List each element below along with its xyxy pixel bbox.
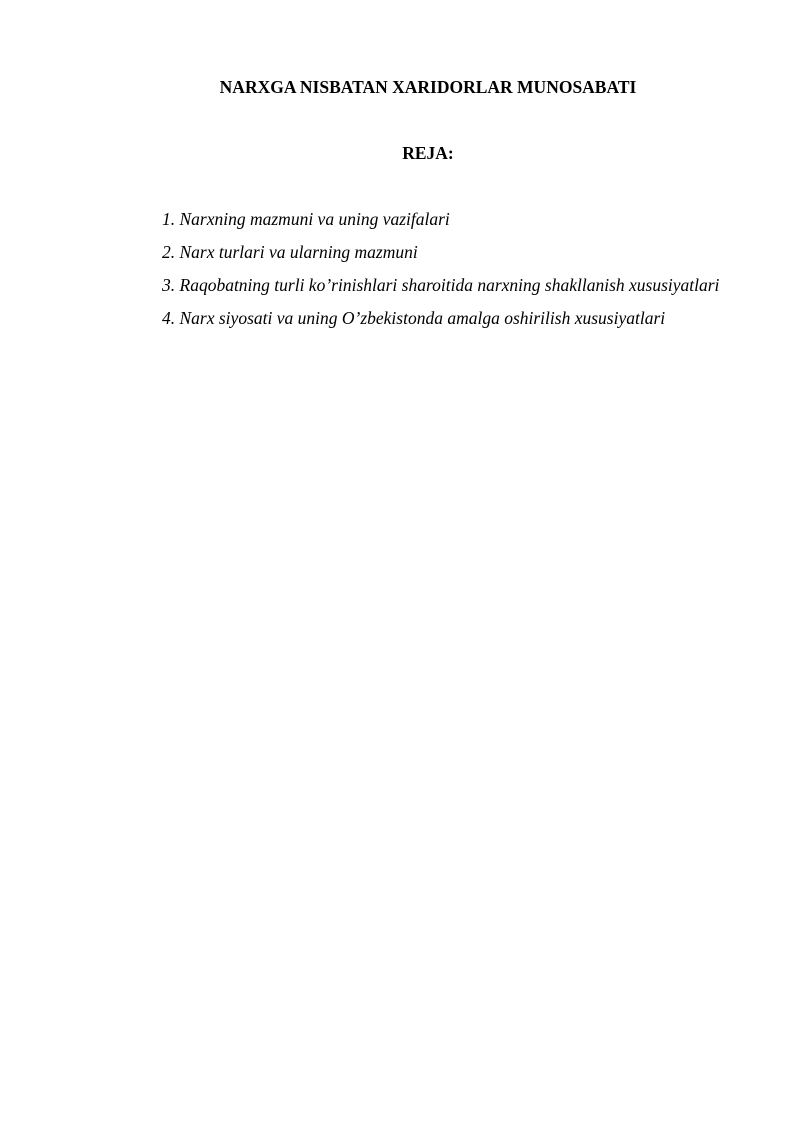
plan-list xyxy=(162,203,722,335)
plan-item-3: 3. Raqobatning turli ko’rinishlari sharoitida narxning shakllanish xususiyatlari xyxy=(162,275,720,295)
document-title: NARXGA NISBATAN XARIDORLAR MUNOSABATI xyxy=(219,77,637,97)
plan-item-4: 4. Narx siyosati va uning O’zbekistonda amalga oshirilish xususiyatlari xyxy=(162,308,666,328)
plan-heading: REJA: xyxy=(402,143,454,163)
plan-item-2: 2. Narx turlari va ularning mazmuni xyxy=(162,242,418,262)
plan-item-1: 1. Narxning mazmuni va uning vazifalari xyxy=(162,209,450,229)
